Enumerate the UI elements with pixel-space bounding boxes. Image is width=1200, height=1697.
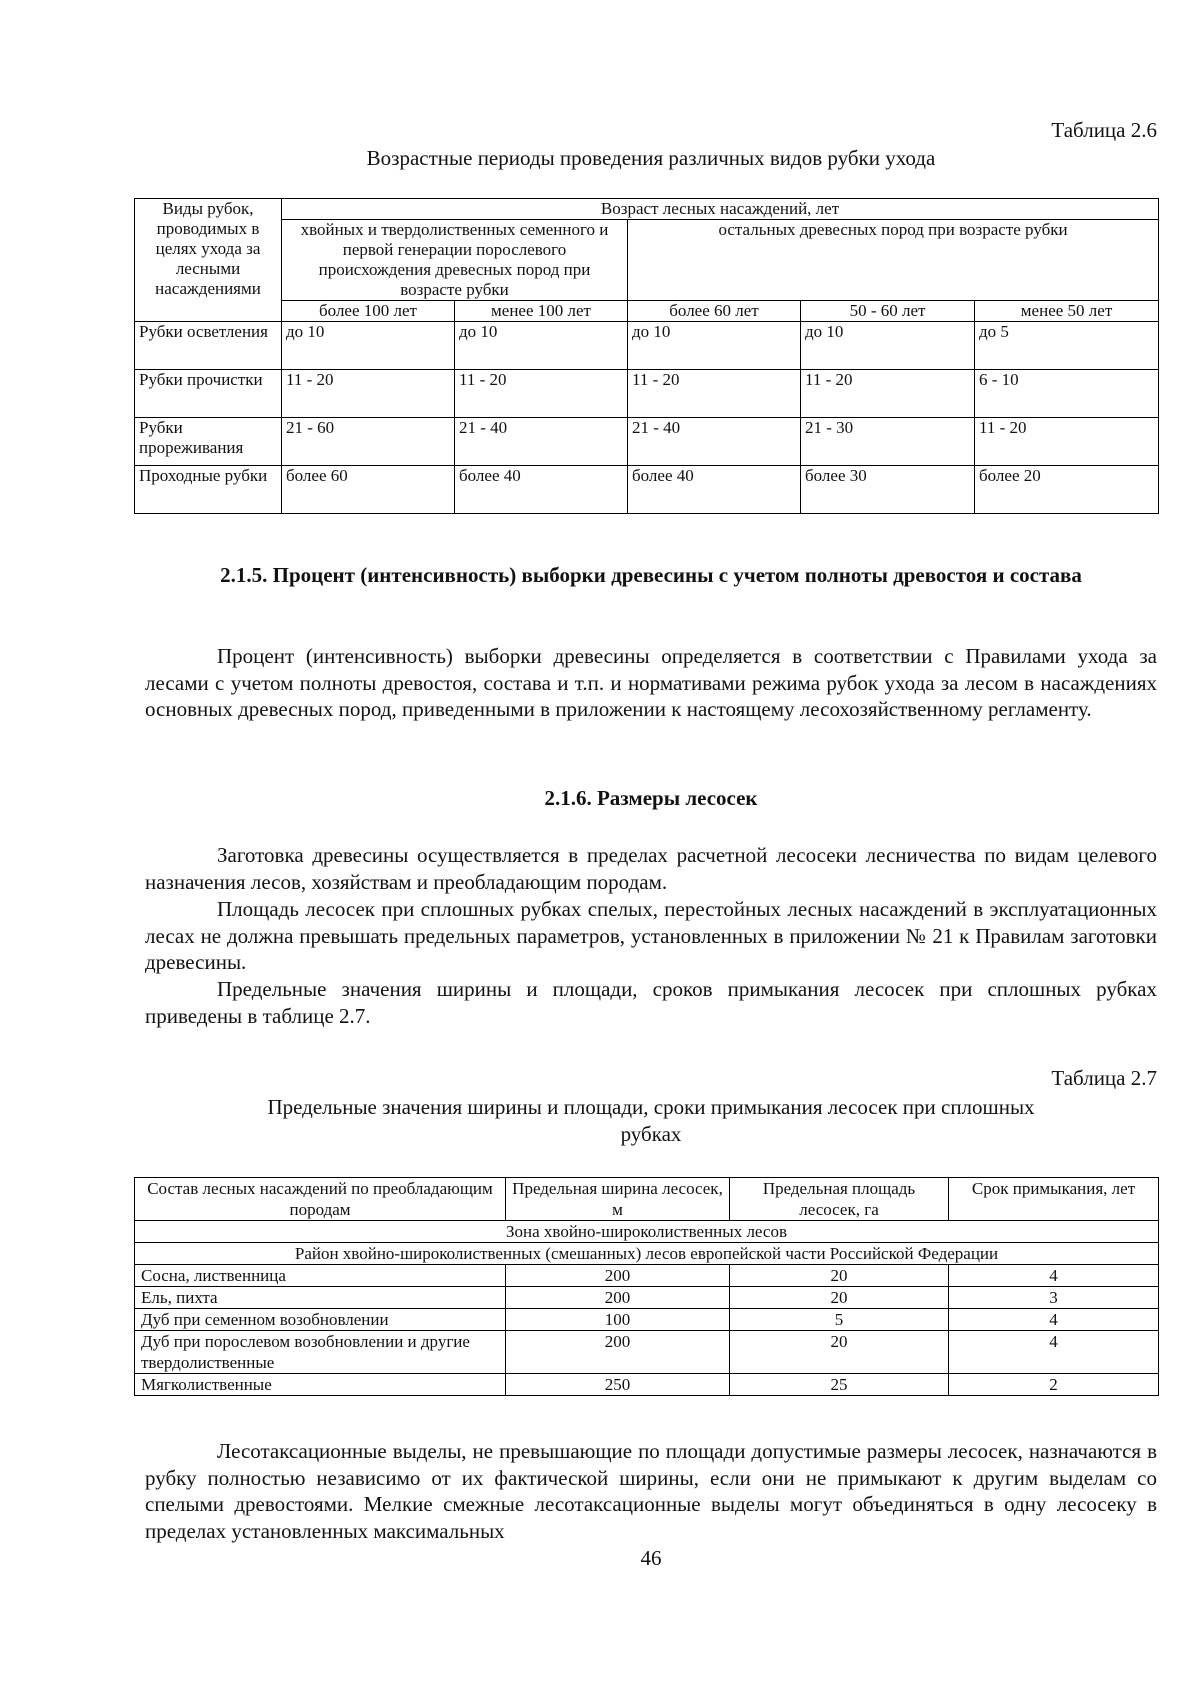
row-name: Проходные рубки (135, 466, 282, 514)
row-name: Мягколиственные (135, 1374, 506, 1396)
table-row (135, 322, 1159, 370)
row-name: Рубки прочистки (135, 370, 282, 418)
zone-row: Зона хвойно-широколиственных лесов (135, 1221, 1159, 1243)
cell-term: 2 (949, 1374, 1159, 1396)
cell: до 10 (628, 322, 801, 370)
cell-width: 200 (506, 1265, 730, 1287)
section-2-1-6-p1: Заготовка древесины осуществляется в пределах расчетной лесосеки лесничества по видам целевого назначения лесов, хозяйствам и преобладающим породам. (145, 843, 1157, 894)
header-term: Срок примыкания, лет (949, 1178, 1159, 1221)
cell: до 10 (282, 322, 455, 370)
cell-area: 20 (730, 1331, 949, 1374)
cell: 21 - 30 (801, 418, 975, 466)
table-row (135, 1309, 1159, 1331)
header-width: Предельная ширина лесосек, м (506, 1178, 730, 1221)
header-kinds: Виды рубок, проводимых в целях ухода за лесными насаждениями (135, 199, 282, 322)
header-conifer: хвойных и твердолиственных семенного и первой генерации порослевого происхождения древесных пород при возрасте рубки (282, 220, 628, 301)
cell-term: 3 (949, 1287, 1159, 1309)
row-name: Рубки прореживания (135, 418, 282, 466)
cell: более 30 (801, 466, 975, 514)
cell: до 10 (455, 322, 628, 370)
cell-term: 4 (949, 1309, 1159, 1331)
cell-area: 25 (730, 1374, 949, 1396)
region-row: Район хвойно-широколиственных (смешанных) лесов европейской части Российской Федерации (135, 1243, 1159, 1265)
table-row (135, 1331, 1159, 1374)
subheader: более 60 лет (628, 301, 801, 322)
table-2-7-caption-2: рубках (620, 1122, 682, 1146)
cell: 6 - 10 (975, 370, 1159, 418)
header-other: остальных древесных пород при возрасте рубки (628, 220, 1159, 301)
cell: более 40 (628, 466, 801, 514)
closing-paragraph: Лесотаксационные выделы, не превышающие по площади допустимые размеры лесосек, назначаются в рубку полностью независимо от их фактической ширины, если они не примыкают к другим выделам со спелыми древостоями. Мелкие смежные лесотаксационные выделы могут объединяться в одну лесосеку в пределах установленных максимальных (145, 1439, 1157, 1543)
cell-area: 20 (730, 1265, 949, 1287)
table-row (135, 466, 1159, 514)
cell: более 60 (282, 466, 455, 514)
cell: более 40 (455, 466, 628, 514)
table-row (135, 418, 1159, 466)
cell-width: 200 (506, 1287, 730, 1309)
table-2-6-caption: Возрастные периоды проведения различных видов рубки ухода (366, 146, 936, 170)
cell-width: 100 (506, 1309, 730, 1331)
table-2-7-caption-1: Предельные значения ширины и площади, сроки примыкания лесосек при сплошных (267, 1095, 1035, 1119)
page-number: 46 (640, 1546, 662, 1570)
table-2-6 (134, 198, 1159, 514)
table-row (135, 1265, 1159, 1287)
subheader: более 100 лет (282, 301, 455, 322)
section-2-1-5-text: Процент (интенсивность) выборки древесины определяется в соответствии с Правилами ухода за лесами с учетом полноты древостоя, состава и т.п. и нормативами режима рубок ухода за лесом в насаждениях основных древесных пород, приведенными в приложении к настоящему лесохозяйственному регламенту. (145, 644, 1157, 721)
header-age: Возраст лесных насаждений, лет (282, 199, 1159, 220)
subheader: 50 - 60 лет (801, 301, 975, 322)
cell: более 20 (975, 466, 1159, 514)
cell: 11 - 20 (801, 370, 975, 418)
cell: 21 - 40 (628, 418, 801, 466)
cell: 11 - 20 (455, 370, 628, 418)
header-area: Предельная площадь лесосек, га (730, 1178, 949, 1221)
table-row (135, 1374, 1159, 1396)
cell-width: 250 (506, 1374, 730, 1396)
header-composition: Состав лесных насаждений по преобладающим породам (135, 1178, 506, 1221)
cell: 21 - 40 (455, 418, 628, 466)
row-name: Дуб при порослевом возобновлении и другие твердолиственные (135, 1331, 506, 1374)
table-row (135, 370, 1159, 418)
table-2-7-label: Таблица 2.7 (1051, 1066, 1157, 1090)
table-2-7 (134, 1177, 1159, 1396)
row-name: Дуб при семенном возобновлении (135, 1309, 506, 1331)
cell: 11 - 20 (975, 418, 1159, 466)
section-2-1-6-title: 2.1.6. Размеры лесосек (544, 786, 758, 810)
cell-area: 5 (730, 1309, 949, 1331)
cell-width: 200 (506, 1331, 730, 1374)
subheader: менее 100 лет (455, 301, 628, 322)
cell: до 5 (975, 322, 1159, 370)
table-row (135, 1287, 1159, 1309)
cell-area: 20 (730, 1287, 949, 1309)
row-name: Рубки осветления (135, 322, 282, 370)
cell-term: 4 (949, 1331, 1159, 1374)
cell: 21 - 60 (282, 418, 455, 466)
section-2-1-6-p3: Предельные значения ширины и площади, сроков примыкания лесосек при сплошных рубках приведены в таблице 2.7. (145, 977, 1157, 1028)
cell: до 10 (801, 322, 975, 370)
subheader: менее 50 лет (975, 301, 1159, 322)
cell: 11 - 20 (282, 370, 455, 418)
section-2-1-5-title: 2.1.5. Процент (интенсивность) выборки древесины с учетом полноты древостоя и состава (220, 563, 1082, 587)
cell: 11 - 20 (628, 370, 801, 418)
row-name: Ель, пихта (135, 1287, 506, 1309)
table-2-6-label: Таблица 2.6 (1051, 118, 1157, 142)
section-2-1-6-p2: Площадь лесосек при сплошных рубках спелых, перестойных лесных насаждений в эксплуатационных лесах не должна превышать предельных параметров, установленных в приложении № 21 к Правилам заготовки древесины. (145, 897, 1157, 974)
row-name: Сосна, лиственница (135, 1265, 506, 1287)
cell-term: 4 (949, 1265, 1159, 1287)
